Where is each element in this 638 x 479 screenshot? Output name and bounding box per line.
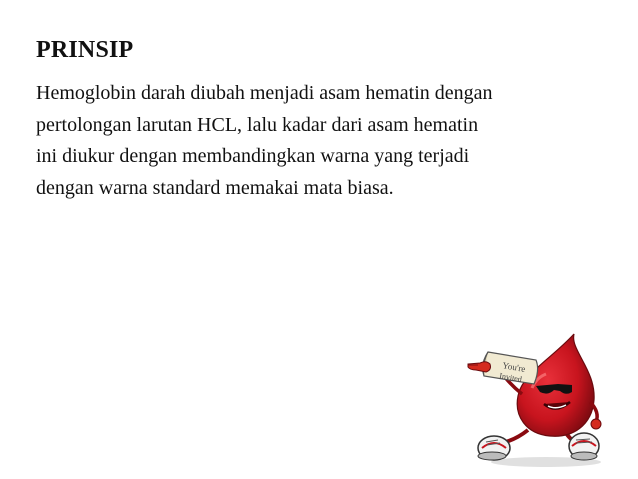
mascot-right-glove [591,419,601,429]
body-line-4: dengan warna standard memakai mata biasa. [36,176,394,199]
body-line-3: ini diukur dengan membandingkan warna yang terjadi [36,145,470,167]
blood-drop-mascot-illustration [466,330,616,470]
sign-text-line-1: You're [501,360,527,375]
invitation-sign [483,352,538,384]
body-line-1: Hemoglobin darah diubah menjadi asam hematin dengan [36,82,493,104]
pointing-glove-icon [468,362,491,372]
slide-title: PRINSIP [36,37,134,63]
slide-body [36,78,616,204]
body-line-2: pertolongan larutan HCL, lalu kadar dari asam hematin [36,113,479,136]
mascot-left-leg [506,430,528,442]
sign-text-line-2: Invited [498,371,523,384]
mascot-right-shoe [569,433,599,460]
mascot-left-shoe [478,436,510,460]
